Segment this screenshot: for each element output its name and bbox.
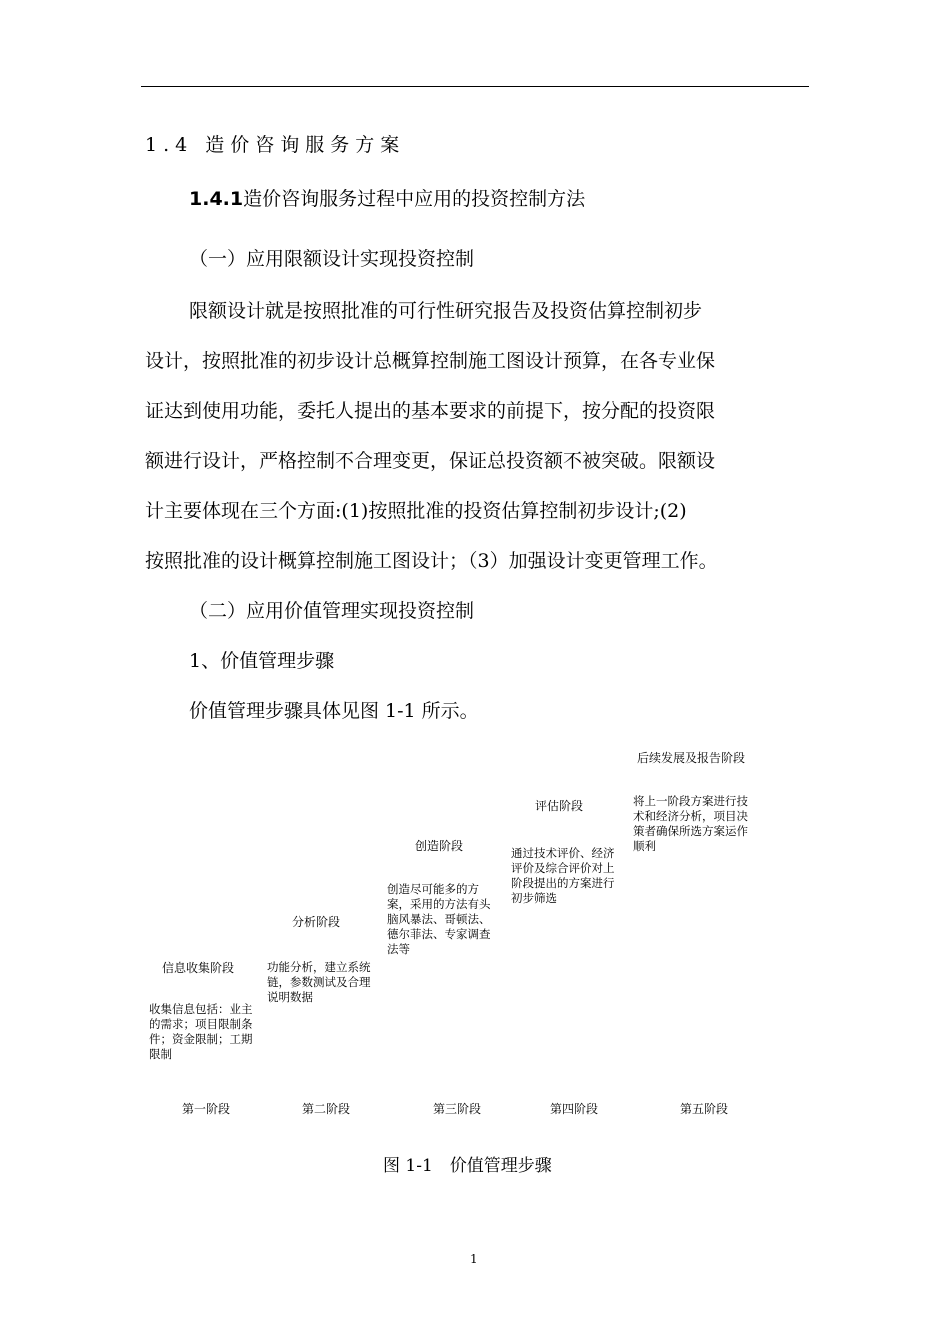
stage-description: 功能分析，建立系统链，参数测试及合理说明数据 [267,960,371,1004]
paragraph-line: 按照批准的设计概算控制施工图设计；（3）加强设计变更管理工作。 [145,550,718,572]
paragraph-line: 设计，按照批准的初步设计总概算控制施工图设计预算，在各专业保 [145,350,716,372]
stage-label: 第二阶段 [302,1102,351,1116]
part1-heading: （一）应用限额设计实现投资控制 [189,248,475,270]
stage-description: 通过技术评价、经济评价及综合评价对上阶段提出的方案进行初步筛选 [511,846,615,905]
stage-title: 分析阶段 [292,915,341,929]
stage-label: 第一阶段 [182,1102,231,1116]
stage-label: 第五阶段 [680,1102,729,1116]
figure-caption: 图 1-1 价值管理步骤 [383,1156,552,1176]
stage-label: 第三阶段 [433,1102,482,1116]
stage-title: 后续发展及报告阶段 [637,751,746,765]
stage-title: 评估阶段 [535,799,584,813]
paragraph-line: 计主要体现在三个方面:(1)按照批准的投资估算控制初步设计;(2) [145,500,687,522]
page-number: 1 [470,1252,478,1266]
paragraph-line: 额进行设计，严格控制不合理变更，保证总投资额不被突破。限额设 [145,450,716,472]
section-heading: 1.4 造价咨询服务方案 [145,134,406,156]
stage-label: 第四阶段 [550,1102,599,1116]
paragraph-line: 限额设计就是按照批准的可行性研究报告及投资估算控制初步 [189,300,703,322]
paragraph-line: 证达到使用功能，委托人提出的基本要求的前提下，按分配的投资限 [145,400,716,422]
stage-description: 将上一阶段方案进行技术和经济分析，项目决策者确保所选方案运作顺利 [633,794,748,853]
stage-description: 收集信息包括：业主的需求；项目限制条件；资金限制；工期限制 [149,1002,253,1061]
stage-title: 信息收集阶段 [162,961,235,975]
part2-heading: （二）应用价值管理实现投资控制 [189,600,475,622]
subsection-number: 1.4.1 [189,188,244,210]
figure-intro: 价值管理步骤具体见图 1-1 所示。 [189,700,479,722]
stage-description: 创造尽可能多的方案，采用的方法有头脑风暴法、哥顿法、德尔菲法、专家调查法等 [387,882,491,956]
stage-title: 创造阶段 [415,839,464,853]
header-rule [141,86,809,87]
list-item-heading: 1、价值管理步骤 [189,650,335,672]
subsection-title: 造价咨询服务过程中应用的投资控制方法 [243,188,586,210]
subsection-heading [189,184,585,211]
